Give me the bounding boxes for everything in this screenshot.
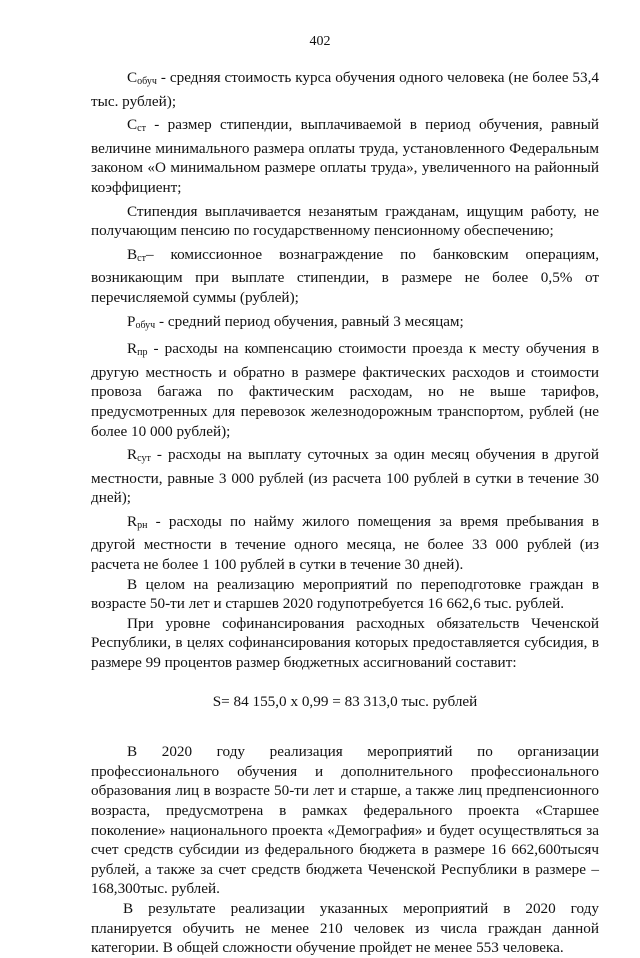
symbol: R	[127, 340, 138, 358]
symbol-subscript: ст	[137, 252, 146, 264]
paragraph-2020-implementation: В 2020 году реализация мероприятий по организации профессионального обучения и дополнительного профессионального образования лиц в возрасте 50-ти лет и старше, а также лиц предпенсионного возраста, предусмотрена в рамках федерального проекта «Старшее поколение» национального проекта «Демография» и будет осуществляться за счет средств субсидии из федерального бюджета в размере 16 662,600тысяч рублей, а также за счет средств бюджета Чеченской Республики в размере – 168,300тыс. рублей.	[91, 743, 599, 898]
symbol-subscript: пр	[137, 347, 148, 359]
document-body	[91, 68, 599, 958]
symbol: В	[127, 245, 138, 263]
definition-p-obuch	[91, 312, 599, 336]
definition-r-pr	[91, 339, 599, 441]
symbol: Р	[127, 312, 136, 330]
definition-r-rn	[91, 512, 599, 575]
symbol-subscript: ст	[137, 123, 146, 135]
definition-c-obuch	[91, 68, 599, 111]
definition-text: - средний период обучения, равный 3 месяцам;	[155, 312, 464, 330]
definition-c-st	[91, 115, 599, 197]
symbol-subscript: обуч	[137, 76, 157, 87]
budget-formula: S= 84 155,0 х 0,99 = 83 313,0 тыс. рублей	[212, 692, 478, 710]
definition-text: - размер стипендии, выплачиваемой в период обучения, равный величине минимального размера оплаты труда, установленного Федеральным законом «О минимальном размере оплаты труда», увеличенного на районный коэффициент;	[91, 116, 599, 196]
symbol: R	[127, 512, 138, 530]
paragraph-stipend-note: Стипендия выплачивается незанятым гражданам, ищущим работу, не получающим пенсию по государственному пенсионному обеспечению;	[91, 202, 599, 240]
symbol: R	[127, 446, 138, 464]
paragraph-total: В целом на реализацию мероприятий по переподготовке граждан в возрасте 50-ти лет и старшев 2020 годупотребуется 16 662,6 тыс. рублей.	[91, 575, 599, 613]
symbol-subscript: рн	[137, 519, 148, 531]
symbol: С	[127, 69, 138, 86]
definition-text: - средняя стоимость курса обучения одного человека (не более 53,4 тыс. рублей);	[91, 69, 599, 110]
paragraph-results: В результате реализации указанных мероприятий в 2020 году планируется обучить не менее 210 человек из числа граждан данной категории. В общей сложности обучение пройдет не менее 553 человека.	[91, 899, 599, 957]
definition-text: - расходы на компенсацию стоимости проезда к месту обучения в другую местность и обратно в размере фактических расходов и стоимости провоза багажа по фактическим расходам, но не выше тарифов, предусмотренных для перевозок железнодорожным транспортом, рублей (не более 10 000 рублей);	[91, 340, 599, 440]
symbol-subscript: обуч	[135, 319, 156, 331]
definition-r-sut	[91, 445, 599, 508]
definition-text: – комиссионное вознаграждение по банковским операциям, возникающим при выплате стипендии, в размере не более 0,5% от перечисляемой суммы (рублей);	[91, 245, 599, 306]
definition-text: - расходы на выплату суточных за один месяц обучения в другой местности, равные 3 000 рублей (из расчета 100 рублей в сутки в течение 30 дней);	[91, 446, 599, 507]
symbol-subscript: сут	[137, 453, 151, 465]
symbol: С	[127, 116, 138, 134]
page-number: 402	[309, 34, 331, 49]
paragraph-cofinancing: При уровне софинансирования расходных обязательств Чеченской Республики, в целях софинансирования которых предоставляется субсидия, в размере 99 процентов размер бюджетных ассигнований составит:	[91, 614, 599, 672]
definition-b-st	[91, 245, 599, 308]
definition-text: - расходы по найму жилого помещения за время пребывания в другой местности в течение одного месяца, не более 33 000 рублей (из расчета не более 1 100 рублей в сутки в течение 30 дней).	[91, 512, 599, 574]
